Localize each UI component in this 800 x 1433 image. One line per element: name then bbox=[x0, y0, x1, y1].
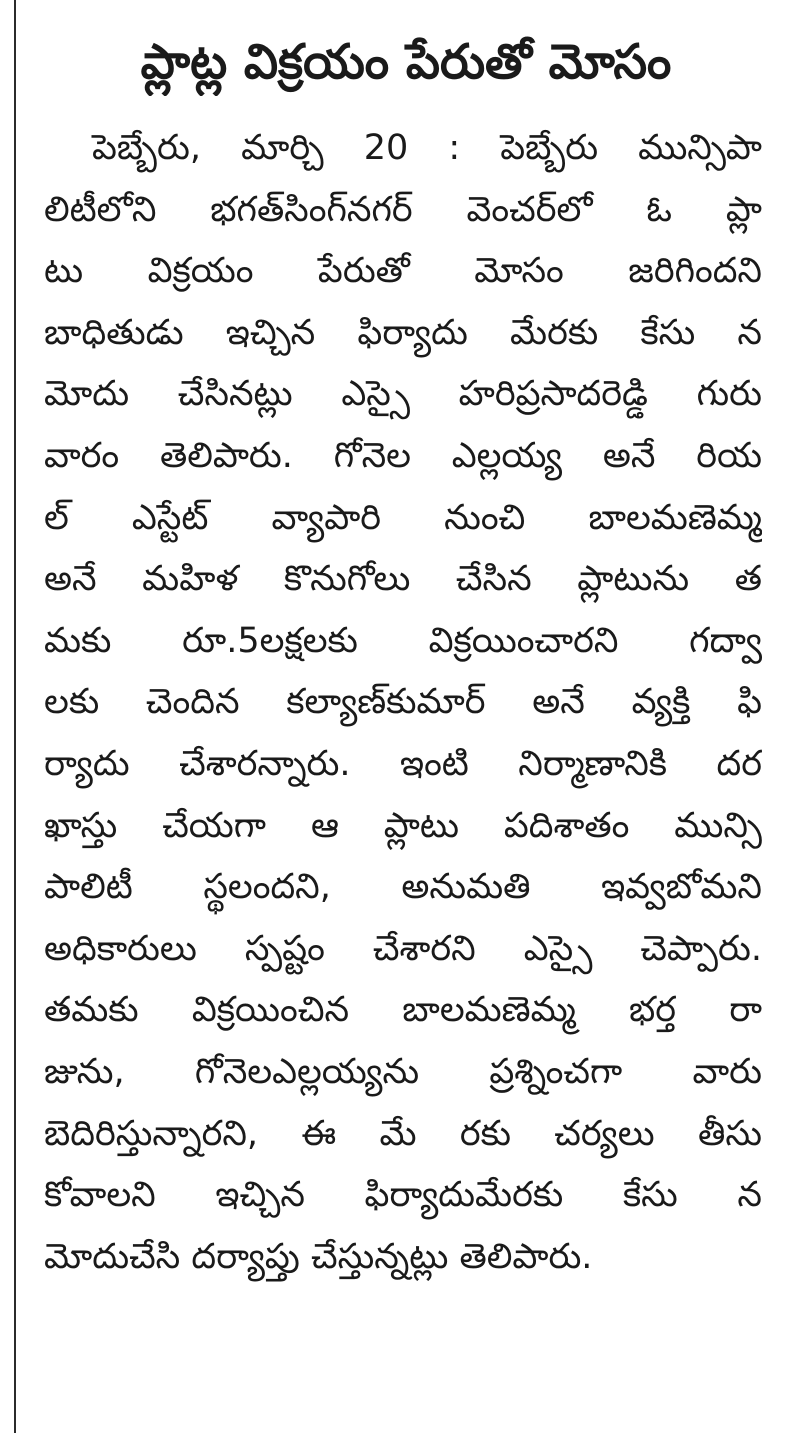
article-line: టు విక్రయం పేరుతో మోసం జరిగిందని bbox=[44, 251, 762, 292]
article-line: మోదుచేసి దర్యాప్తు చేస్తున్నట్లు తెలిపారు. bbox=[44, 1236, 593, 1277]
article-line: ల్ ఎస్టేట్ వ్యాపారి నుంచి బాలమణెమ్మ bbox=[44, 497, 762, 538]
article-headline: ప్లాట్ల విక్రయం పేరుతో మోసం bbox=[140, 34, 672, 90]
article-body bbox=[0, 118, 800, 1288]
article-line: బాధితుడు ఇచ్చిన ఫిర్యాదు మేరకు కేసు న bbox=[44, 312, 762, 353]
article-line: అధికారులు స్పష్టం చేశారని ఎస్సై చెప్పారు. bbox=[44, 928, 762, 969]
column-divider bbox=[14, 0, 16, 1433]
article-line: తమకు విక్రయించిన బాలమణెమ్మ భర్త రా bbox=[44, 990, 762, 1031]
article-line: కోవాలని ఇచ్చిన ఫిర్యాదుమేరకు కేసు న bbox=[44, 1175, 762, 1216]
article-line: అనే మహిళ కొనుగోలు చేసిన ప్లాటును త bbox=[44, 559, 762, 600]
article-line: వారం తెలిపారు. గోనెల ఎల్లయ్య అనే రియ bbox=[44, 435, 762, 476]
article-line: జును, గోనెలఎల్లయ్యను ప్రశ్నించగా వారు bbox=[44, 1051, 762, 1092]
article-line: మోదు చేసినట్లు ఎస్సై హరిప్రసాదరెడ్డి గురు bbox=[44, 374, 762, 415]
article-line: ఖాస్తు చేయగా ఆ ప్లాటు పదిశాతం మున్సి bbox=[44, 805, 762, 846]
article-line: మకు రూ.5లక్షలకు విక్రయించారని గద్వా bbox=[44, 620, 762, 661]
article-line: లకు చెందిన కల్యాణ్‌కుమార్ అనే వ్యక్తి ఫి bbox=[44, 682, 762, 723]
article-line: లిటీలోని భగత్‌సింగ్‌నగర్ వెంచర్‌లో ఓ ప్లా bbox=[44, 189, 762, 230]
article-line: బెదిరిస్తున్నారని, ఈ మే రకు చర్యలు తీసు bbox=[44, 1113, 762, 1154]
article-line: పాలిటీ స్థలందని, అనుమతి ఇవ్వబోమని bbox=[44, 867, 762, 908]
article-line: ర్యాదు చేశారన్నారు. ఇంటి నిర్మాణానికి దర bbox=[44, 743, 762, 784]
article-line: పెబ్బేరు, మార్చి 20 : పెబ్బేరు మున్సిపా bbox=[92, 128, 762, 168]
